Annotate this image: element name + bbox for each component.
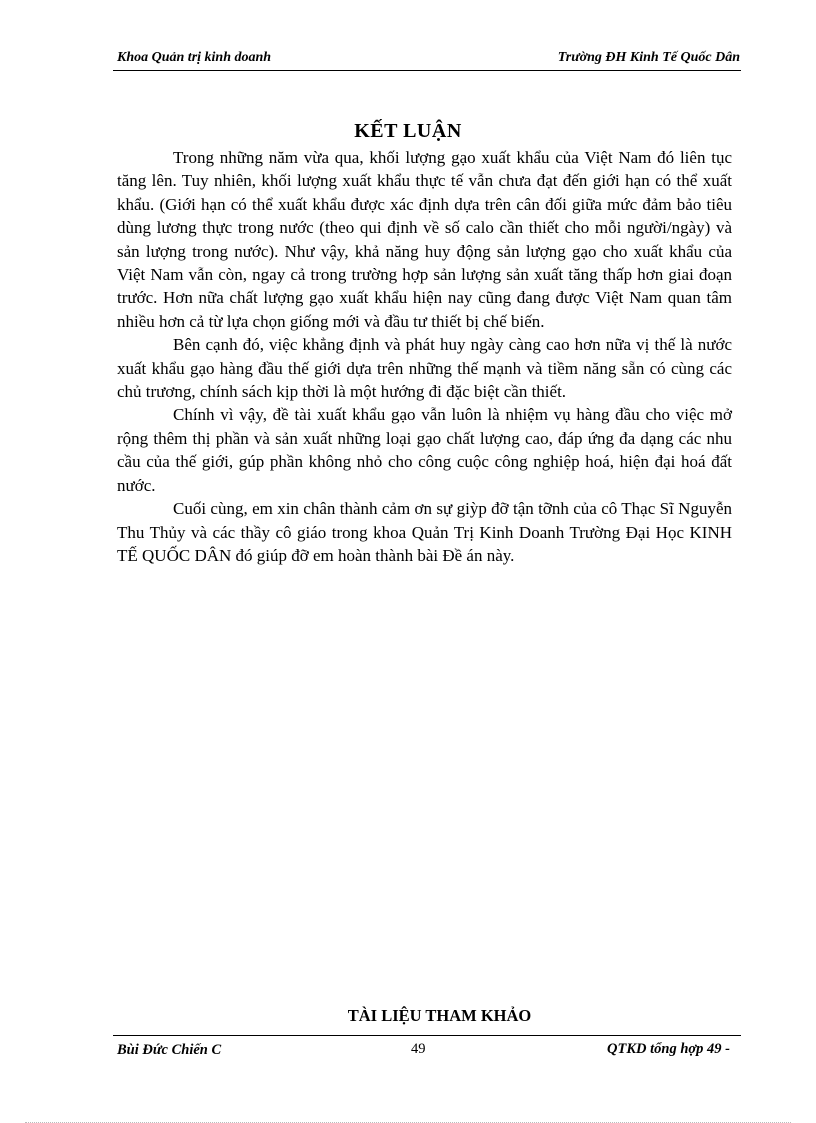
header-rule [113,70,741,71]
conclusion-body [117,146,732,567]
university-name: Trường ĐH Kinh Tế Quốc Dân [557,50,740,65]
paragraph-4: Cuối cùng, em xin chân thành cảm ơn sự giỳp đỡ tận tỡnh của cô Thạc Sĩ Nguyễn Thu Thủy và các thầy cô giáo trong khoa Quản Trị Kinh Doanh Trường Đại Học KINH TẾ QUỐC DÂN đó giúp đỡ em hoàn thành bài Đề án này. [117,499,732,565]
author-name: Bùi Đức Chiến C [117,1042,222,1058]
conclusion-title: KẾT LUẬN [354,120,462,142]
footer-rule [113,1035,741,1036]
page-footer [117,1041,740,1081]
course-name: QTKD tổng hợp 49 - [607,1041,730,1057]
references-title: TÀI LIỆU THAM KHẢO [347,1006,532,1025]
paragraph-2: Bên cạnh đó, việc khẳng định và phát huy ngày càng cao hơn nữa vị thế là nước xuất khẩu gạo hàng đầu thế giới dựa trên những thế mạnh và tiềm năng sẵn có cùng các chủ trương, chính sách kịp thời là một hướng đi đặc biệt cần thiết. [117,335,732,402]
faculty-name: Khoa Quản trị kinh doanh [117,50,272,65]
paragraph-1: Trong những năm vừa qua, khối lượng gạo xuất khẩu của Việt Nam đó liên tục tăng lên. Tuy nhiên, khối lượng xuất khẩu thực tế vẫn chưa đạt đến giới hạn có thể xuất khẩu. (Giới hạn có thể xuất khẩu được xác định dựa trên cân đối giữa mức đảm bảo tiêu dùng lương thực trong nước (theo qui định về số calo cần thiết cho mỗi người/ngày) và sản lượng trong nước). Như vậy, khả năng huy động sản lượng gạo cho xuất khẩu của Việt Nam vẫn còn, ngay cả trong trường hợp sản lượng sản xuất tăng thấp hơn giai đoạn trước. Hơn nữa chất lượng gạo xuất khẩu hiện nay cũng đang được Việt Nam quan tâm nhiều hơn cả từ lựa chọn giống mới và đầu tư thiết bị chế biến. [117,148,732,331]
page-header [117,50,740,70]
paragraph-3: Chính vì vậy, đề tài xuất khẩu gạo vẫn luôn là nhiệm vụ hàng đầu cho việc mở rộng thêm thị phần và sản xuất những loại gạo chất lượng cao, đáp ứng đa dạng các nhu cầu của thế giới, gúp phần không nhỏ cho công cuộc công nghiệp hoá, hiện đại hoá đất nước. [117,405,732,495]
page-number: 49 [411,1041,426,1057]
